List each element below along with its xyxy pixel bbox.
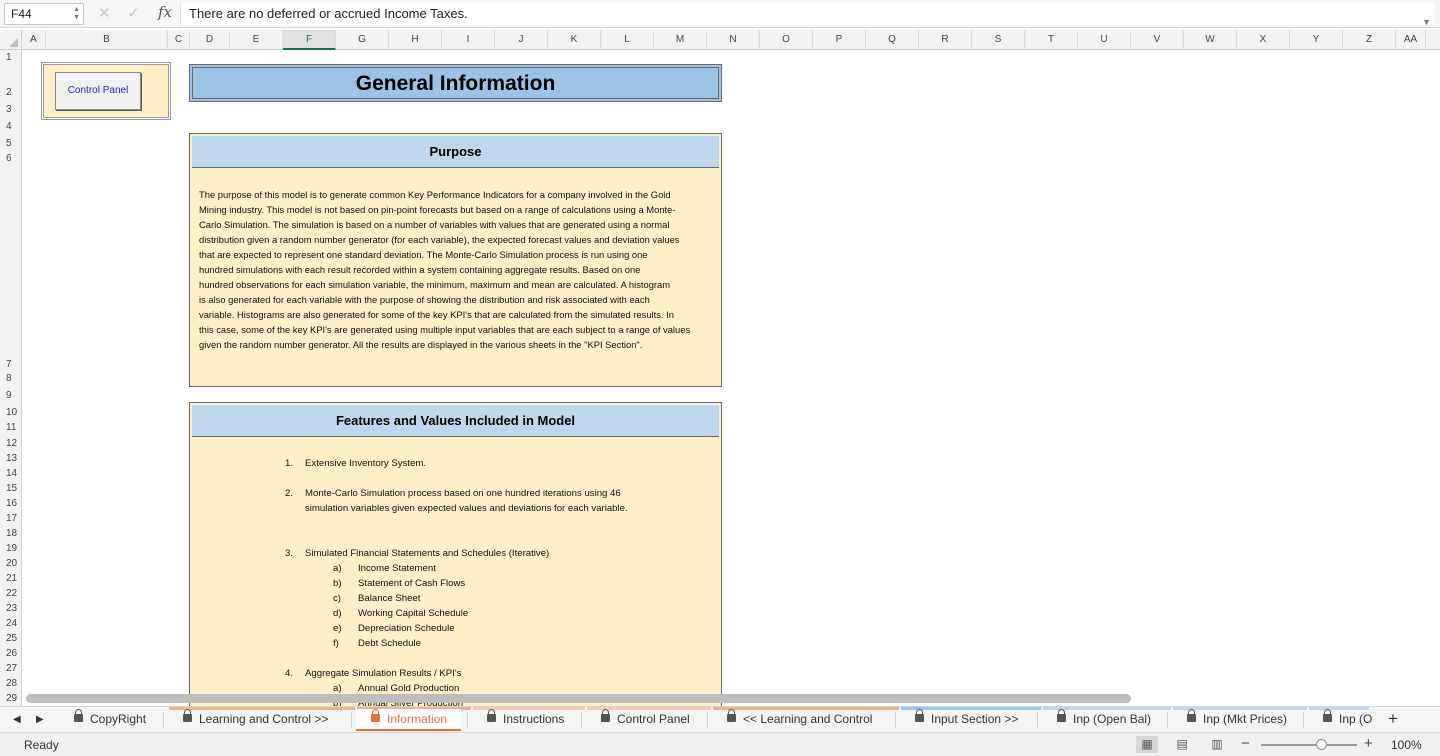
chevron-down-icon[interactable]: ▼	[1422, 17, 1431, 27]
lock-icon	[915, 714, 924, 722]
tab-divider	[895, 712, 896, 728]
purpose-line: Carlo Simulation. The simulation is based on a number of variables with values that are generated using a normal	[199, 219, 670, 230]
purpose-line: distribution given a random number generator (for each variable), the expected forecast values and deviation values	[199, 234, 680, 245]
x-icon[interactable]: ✕	[98, 5, 111, 22]
feature-text: simulation variables given expected values and deviations for each variable.	[305, 503, 628, 514]
horizontal-scrollbar[interactable]	[26, 694, 1131, 703]
row-header-8[interactable]: 8	[6, 373, 12, 384]
purpose-text	[199, 187, 719, 352]
row-header-18[interactable]: 18	[6, 528, 18, 539]
column-header-v[interactable]: V	[1131, 30, 1184, 50]
feature-text: Simulated Financial Statements and Schedules (Iterative)	[305, 548, 550, 559]
column-header-j[interactable]: J	[495, 30, 548, 50]
column-header-p[interactable]: P	[813, 30, 866, 50]
row-header-12[interactable]: 12	[6, 438, 18, 449]
sheet-tab[interactable]	[1187, 709, 1287, 731]
column-header-z[interactable]: Z	[1343, 30, 1396, 50]
tab-divider	[1167, 712, 1168, 728]
fx-icon[interactable]: fx	[158, 3, 173, 21]
sheet-tab-label: Inp (Mkt Prices)	[1203, 712, 1288, 726]
feature-text: Extensive Inventory System.	[305, 458, 427, 469]
sheet-tab[interactable]	[356, 709, 461, 731]
column-header-i[interactable]: I	[442, 30, 495, 50]
column-header-g[interactable]: G	[336, 30, 389, 50]
column-header	[0, 30, 1440, 50]
row-header-16[interactable]: 16	[6, 498, 18, 509]
sheet-tab[interactable]	[183, 709, 328, 731]
sheet-tab[interactable]	[74, 709, 146, 731]
column-header-x[interactable]: X	[1237, 30, 1290, 50]
tab-divider	[163, 712, 164, 728]
column-header-y[interactable]: Y	[1290, 30, 1343, 50]
purpose-line: The purpose of this model is to generate common Key Performance Indicators for a company involved in the Gold	[199, 189, 671, 200]
row-header-27[interactable]: 27	[6, 663, 18, 674]
sheet-tab[interactable]	[1323, 709, 1372, 731]
row-header-22[interactable]: 22	[6, 588, 18, 599]
row-header-6[interactable]: 6	[6, 153, 12, 164]
purpose-panel	[189, 133, 722, 387]
row-header-23[interactable]: 23	[6, 603, 18, 614]
purpose-line: hundred observations for each simulation variable, the minimum, maximum and mean are calculated. A histogram	[199, 279, 671, 290]
cell-reference: F44	[11, 7, 32, 21]
lock-icon	[601, 714, 610, 722]
row-header-9[interactable]: 9	[6, 390, 12, 401]
zoom-slider[interactable]	[1261, 744, 1357, 746]
row-header-15[interactable]: 15	[6, 483, 18, 494]
feature-number: 2.	[285, 488, 294, 499]
column-header-a[interactable]: A	[22, 30, 46, 50]
column-header-o[interactable]: O	[760, 30, 813, 50]
feature-sub-letter: c)	[333, 593, 341, 604]
row-header-10[interactable]: 10	[6, 407, 18, 418]
purpose-line: given the random number generator. All the results are displayed in the various sheets in the "KPI Section".	[199, 339, 643, 350]
column-header-r[interactable]: R	[919, 30, 972, 50]
column-header-d[interactable]: D	[190, 30, 230, 50]
name-box[interactable]	[4, 3, 84, 25]
tab-scroll-right-icon[interactable]: ▶	[36, 714, 44, 725]
purpose-line: Mining industry. This model is not based on pin-point forecasts but based on a range of calculations using a Monte-	[199, 204, 676, 215]
name-box-spinner-icon[interactable]: ▲ ▼	[73, 6, 80, 21]
row-header-3[interactable]: 3	[6, 104, 12, 115]
row-header-21[interactable]: 21	[6, 573, 18, 584]
zoom-slider-thumb[interactable]	[1316, 739, 1327, 750]
row-header-1[interactable]: 1	[6, 52, 12, 63]
tab-scroll-left-icon[interactable]: ◀	[13, 714, 21, 725]
column-header-n[interactable]: N	[707, 30, 760, 50]
feature-sub-text: Statement of Cash Flows	[358, 578, 466, 589]
lock-icon	[1057, 714, 1066, 722]
feature-sub-letter: a)	[333, 563, 342, 574]
tab-divider	[1037, 712, 1038, 728]
page-break-view-icon[interactable]: ▥	[1211, 737, 1223, 751]
zoom-in-icon[interactable]: +	[1364, 735, 1373, 752]
purpose-line: this case, some of the key KPI's are generated using multiple input variables that are each subject to a range of values	[199, 324, 691, 335]
sheet-tab[interactable]	[1057, 709, 1151, 731]
control-panel-button[interactable]: Control Panel	[55, 72, 141, 110]
row-header-20[interactable]: 20	[6, 558, 18, 569]
feature-text: Monte-Carlo Simulation process based on one hundred iterations using 46	[305, 488, 621, 499]
column-header-q[interactable]: Q	[866, 30, 919, 50]
column-header-aa[interactable]: AA	[1396, 30, 1426, 50]
row-header-4[interactable]: 4	[6, 121, 12, 132]
column-header-t[interactable]: T	[1025, 30, 1078, 50]
control-panel-frame	[43, 64, 169, 118]
purpose-heading: Purpose	[192, 136, 719, 168]
feature-sub-letter: b)	[333, 578, 342, 589]
feature-sub-text: Debt Schedule	[358, 638, 421, 649]
feature-sub-text: Income Statement	[358, 563, 436, 574]
column-header-f[interactable]: F	[283, 30, 336, 50]
purpose-line: variable. Histograms are also generated for some of the key KPI's that are calculated from the simulated results. In	[199, 309, 674, 320]
page-layout-view-icon[interactable]: ▤	[1176, 737, 1188, 751]
feature-sub-letter: e)	[333, 623, 342, 634]
column-header-s[interactable]: S	[972, 30, 1025, 50]
feature-sub-text: Working Capital Schedule	[358, 608, 469, 619]
lock-icon	[371, 714, 380, 722]
sheet-tab[interactable]	[915, 709, 1018, 731]
lock-icon	[183, 714, 192, 722]
column-header-e[interactable]: E	[230, 30, 283, 50]
sheet-tab-label: << Learning and Control	[743, 712, 873, 726]
lock-icon	[487, 714, 496, 722]
sheet-tab-label: Instructions	[503, 712, 565, 726]
formula-content: There are no deferred or accrued Income Taxes.	[189, 6, 468, 21]
row-header-5[interactable]: 5	[6, 138, 12, 149]
row-header-13[interactable]: 13	[6, 453, 18, 464]
row-header-29[interactable]: 29	[6, 693, 18, 704]
sheet-tab[interactable]	[601, 709, 690, 731]
purpose-line: is also generated for each variable with the purpose of showing the distribution and risk associated with each	[199, 294, 650, 305]
sheet-tab[interactable]	[487, 709, 564, 731]
column-header-b[interactable]: B	[46, 30, 168, 50]
row-header-7[interactable]: 7	[6, 359, 12, 370]
sheet-tab-label: Information	[387, 712, 448, 726]
check-icon[interactable]: ✓	[127, 5, 140, 22]
sheet-tab-label: Control Panel	[617, 712, 690, 726]
sheet-tab-label: Inp (O	[1339, 712, 1373, 726]
feature-sub-text: Annual Gold Production	[358, 683, 460, 694]
select-all-corner[interactable]	[0, 30, 22, 50]
column-header-m[interactable]: M	[654, 30, 707, 50]
feature-sub-letter: d)	[333, 608, 342, 619]
tab-divider	[1303, 712, 1304, 728]
column-header-h[interactable]: H	[389, 30, 442, 50]
zoom-level: 100%	[1391, 738, 1422, 752]
sheet-tab-label: Inp (Open Bal)	[1073, 712, 1152, 726]
row-header-24[interactable]: 24	[6, 618, 18, 629]
purpose-line: hundred simulations with each result recorded within a system containing aggregate results. Based on one	[199, 264, 641, 275]
feature-number: 4.	[285, 668, 294, 679]
row-header	[0, 50, 22, 706]
status-ready: Ready	[24, 738, 59, 752]
column-header-l[interactable]: L	[601, 30, 654, 50]
row-header-2[interactable]: 2	[6, 87, 12, 98]
feature-text: Aggregate Simulation Results / KPI's	[305, 668, 462, 679]
sheet-tab[interactable]	[727, 709, 872, 731]
row-header-17[interactable]: 17	[6, 513, 18, 524]
zoom-out-icon[interactable]: −	[1241, 735, 1250, 752]
feature-number: 3.	[285, 548, 294, 559]
sheet-grid[interactable]	[22, 50, 1440, 706]
page-title: General Information	[189, 64, 722, 102]
feature-number: 1.	[285, 458, 294, 469]
purpose-line: that are expected to represent one standard deviation. The Monte-Carlo Simulation process is run using one	[199, 249, 648, 260]
row-header-11[interactable]: 11	[6, 422, 17, 433]
feature-sub-letter: a)	[333, 683, 342, 694]
normal-view-icon[interactable]: ▦	[1136, 736, 1158, 753]
formula-bar	[0, 0, 1440, 28]
column-header-c[interactable]: C	[168, 30, 190, 50]
add-sheet-icon[interactable]: +	[1388, 709, 1398, 728]
features-panel	[189, 402, 722, 706]
sheet-tab-label: Learning and Control >>	[199, 712, 329, 726]
formula-input[interactable]	[180, 3, 1435, 25]
column-header-w[interactable]: W	[1184, 30, 1237, 50]
lock-icon	[74, 714, 83, 722]
feature-sub-text: Balance Sheet	[358, 593, 421, 604]
tab-divider	[707, 712, 708, 728]
row-header-14[interactable]: 14	[6, 468, 18, 479]
column-header-u[interactable]: U	[1078, 30, 1131, 50]
feature-sub-text: Depreciation Schedule	[358, 623, 455, 634]
tab-divider	[351, 712, 352, 728]
column-header-k[interactable]: K	[548, 30, 601, 50]
sheet-tab-label: CopyRight	[90, 712, 147, 726]
row-header-25[interactable]: 25	[6, 633, 18, 644]
row-header-28[interactable]: 28	[6, 678, 18, 689]
features-heading: Features and Values Included in Model	[192, 405, 719, 437]
status-bar	[0, 732, 1440, 756]
row-header-26[interactable]: 26	[6, 648, 18, 659]
tab-divider	[467, 712, 468, 728]
tab-divider	[581, 712, 582, 728]
sheet-tab-bar	[0, 706, 1440, 732]
lock-icon	[1323, 714, 1332, 722]
row-header-19[interactable]: 19	[6, 543, 18, 554]
feature-sub-letter: f)	[333, 638, 339, 649]
lock-icon	[727, 714, 736, 722]
lock-icon	[1187, 714, 1196, 722]
sheet-tab-label: Input Section >>	[931, 712, 1019, 726]
